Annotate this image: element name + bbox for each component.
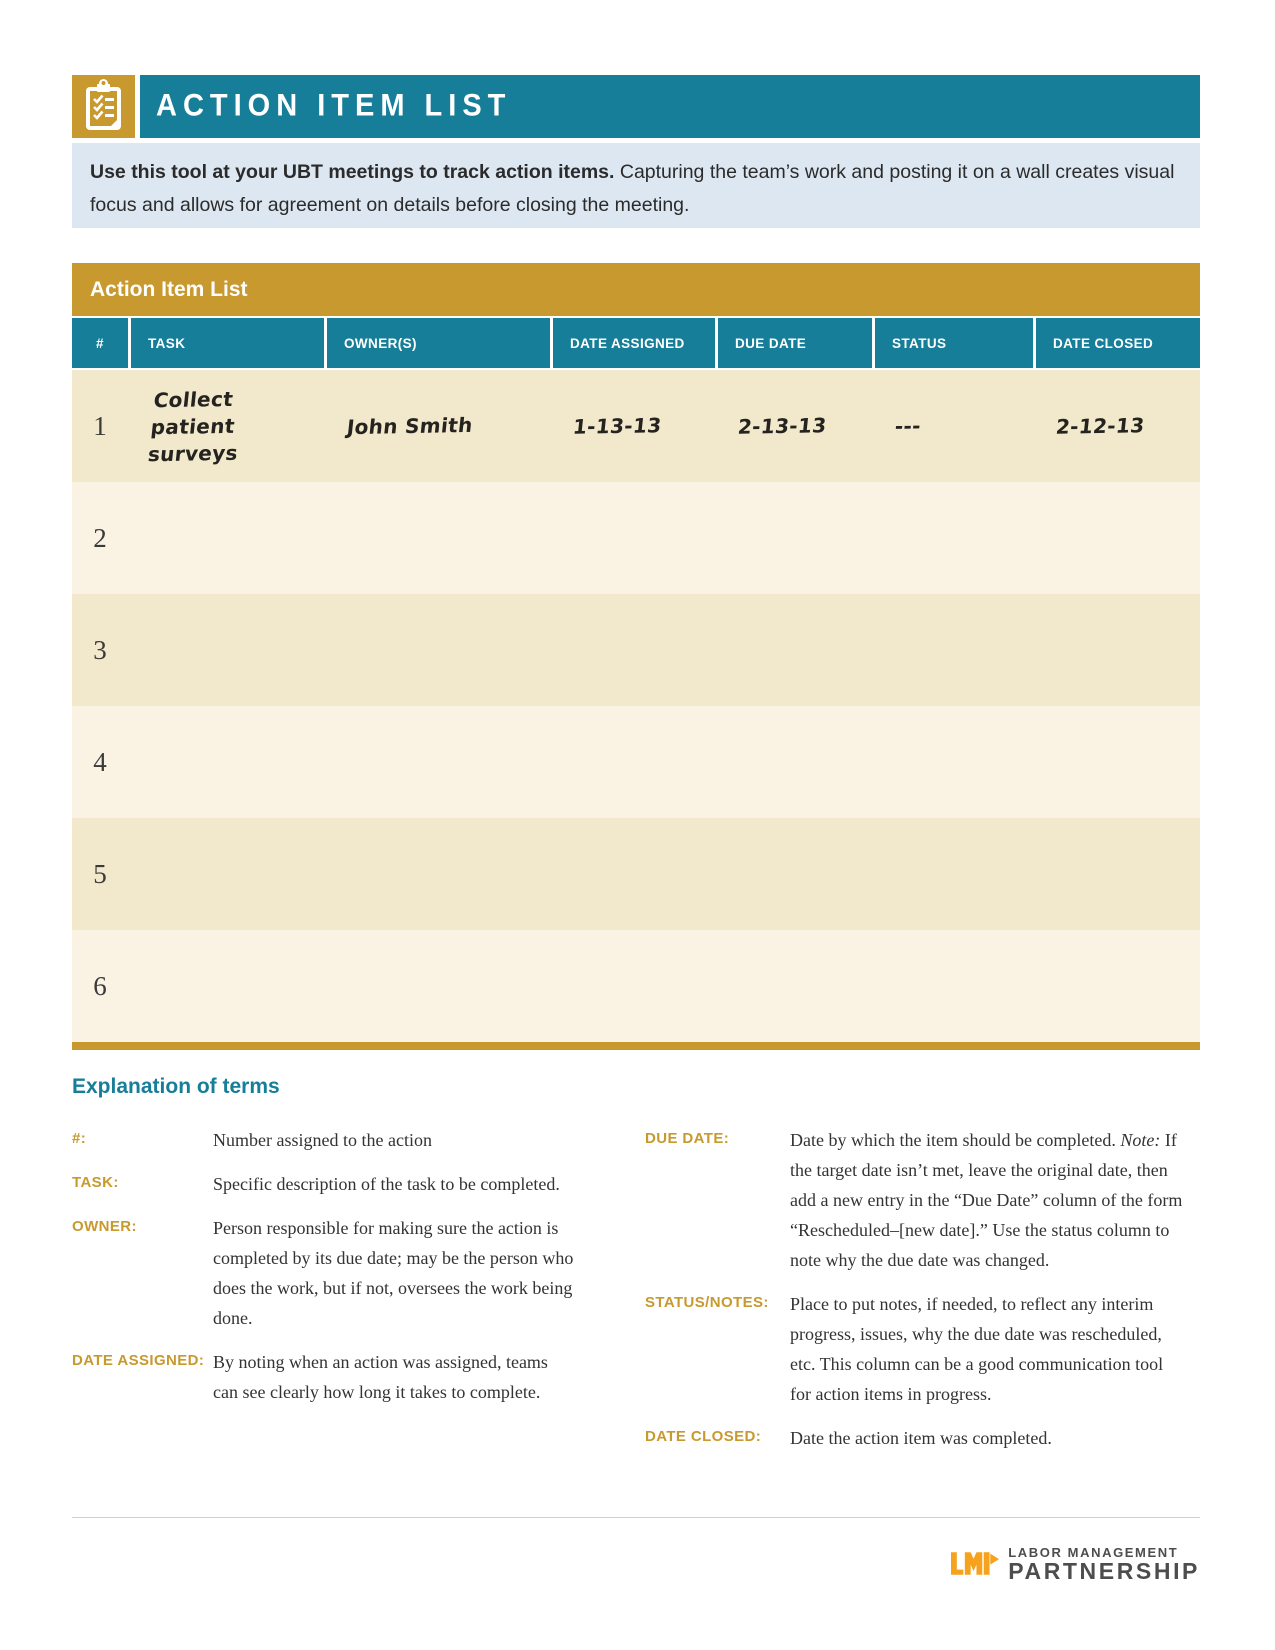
date-closed-cell: [1036, 482, 1200, 594]
date-assigned-cell: [553, 370, 715, 482]
due-date-cell: [718, 706, 872, 818]
note-label: Note:: [1120, 1130, 1161, 1150]
intro-box: [72, 143, 1200, 228]
status-cell: [875, 706, 1033, 818]
date-closed-cell: [1036, 594, 1200, 706]
term-label: OWNER:: [72, 1218, 137, 1235]
col-header-date-assigned: DATE ASSIGNED: [553, 318, 715, 368]
due-date-cell: [718, 930, 872, 1042]
status-cell: [875, 482, 1033, 594]
row-number: 2: [93, 522, 107, 553]
term-definition: Number assigned to the action: [213, 1130, 432, 1150]
date-assigned-cell: [553, 482, 715, 594]
due-date-value: 2-13-13: [736, 412, 828, 439]
row-number: 5: [93, 858, 107, 889]
date-closed-cell: [1036, 706, 1200, 818]
term-label: DATE ASSIGNED:: [72, 1352, 205, 1369]
table-header-row: [72, 318, 1200, 368]
task-cell: [131, 930, 324, 1042]
owner-cell: [327, 482, 550, 594]
task-cell: [131, 482, 324, 594]
table-row: [72, 818, 1200, 930]
term-item-due-date: [645, 1125, 1200, 1275]
term-item-number: [72, 1125, 583, 1155]
table-row: [72, 706, 1200, 818]
date-assigned-cell: [553, 594, 715, 706]
task-cell: [131, 370, 324, 482]
due-date-cell: [718, 482, 872, 594]
table-row: [72, 594, 1200, 706]
date-assigned-value: 1-13-13: [571, 412, 663, 439]
task-value: Collect patient surveys: [146, 386, 240, 466]
status-cell: [875, 370, 1033, 482]
explanation-left-column: [72, 1125, 583, 1467]
term-label: #:: [72, 1130, 87, 1147]
owner-cell: [327, 370, 550, 482]
status-cell: [875, 930, 1033, 1042]
action-item-table: [72, 263, 1200, 1050]
term-label: DATE CLOSED:: [645, 1428, 762, 1445]
owner-cell: [327, 594, 550, 706]
term-definition: By noting when an action was assigned, teams can see clearly how long it takes to complete.: [213, 1352, 548, 1402]
term-item-owner: [72, 1213, 583, 1333]
table-row: [72, 930, 1200, 1042]
term-item-status-notes: [645, 1289, 1200, 1409]
owner-value: John Smith: [345, 412, 474, 439]
term-label: STATUS/NOTES:: [645, 1294, 769, 1311]
col-header-number: #: [72, 318, 128, 368]
due-date-cell: [718, 818, 872, 930]
table-row: [72, 370, 1200, 482]
table-title: Action Item List: [90, 277, 248, 301]
date-closed-cell: [1036, 818, 1200, 930]
term-item-date-closed: [645, 1423, 1200, 1453]
date-assigned-cell: [553, 818, 715, 930]
page-header: [72, 75, 1200, 138]
term-item-task: [72, 1169, 583, 1199]
clipboard-checklist-icon: [72, 75, 135, 138]
row-number: 3: [93, 634, 107, 665]
logo-labor-management: LABOR MANAGEMENT: [1008, 1545, 1179, 1560]
owner-cell: [327, 706, 550, 818]
task-cell: [131, 818, 324, 930]
term-definition: Specific description of the task to be completed.: [213, 1174, 560, 1194]
owner-cell: [327, 930, 550, 1042]
logo-partnership: PARTNERSHIP: [1008, 1558, 1200, 1584]
status-value: ---: [893, 413, 923, 438]
explanation-heading: Explanation of terms: [72, 1075, 280, 1098]
intro-bold-lead: Use this tool at your UBT meetings to track action items.: [90, 161, 615, 183]
term-item-date-assigned: [72, 1347, 583, 1407]
col-header-owners: OWNER(S): [327, 318, 550, 368]
due-date-text: Date by which the item should be completed.: [790, 1130, 1121, 1150]
intro-rest: Capturing the team’s work and posting it on a wall creates visual focus and allows for agreement on details before closing the meeting.: [90, 161, 1175, 216]
col-header-due-date: DUE DATE: [718, 318, 872, 368]
date-closed-cell: [1036, 370, 1200, 482]
due-date-cell: [718, 594, 872, 706]
table-row: [72, 482, 1200, 594]
term-definition: Place to put notes, if needed, to reflect any interim progress, issues, why the due date was rescheduled, etc. This column can be a good communication tool for action items in progress.: [790, 1294, 1164, 1404]
term-label: DUE DATE:: [645, 1130, 730, 1147]
page-title: ACTION ITEM LIST: [156, 88, 512, 124]
date-closed-value: 2-12-13: [1054, 412, 1146, 439]
lmp-logo: [72, 1546, 1200, 1582]
status-cell: [875, 818, 1033, 930]
explanation-of-terms: [72, 1075, 1200, 1467]
lmp-logo-mark: [951, 1547, 999, 1580]
page-footer: [72, 1517, 1200, 1582]
col-header-date-closed: DATE CLOSED: [1036, 318, 1200, 368]
due-date-note-text: If the target date isn’t met, leave the original date, then add a new entry in the “Due Date” column of the form “Rescheduled–[new date].” Use the status column to note why the due date was changed.: [790, 1130, 1183, 1270]
col-header-task: TASK: [131, 318, 324, 368]
intro-text: [90, 161, 1174, 216]
table-bottom-rule: [72, 1042, 1200, 1050]
col-header-status: STATUS: [875, 318, 1033, 368]
term-definition: Date the action item was completed.: [790, 1428, 1052, 1448]
owner-cell: [327, 818, 550, 930]
table-title-bar: [72, 263, 1200, 316]
row-number: 1: [93, 410, 107, 441]
term-definition: Person responsible for making sure the action is completed by its due date; may be the person who does the work, but if not, oversees the work being done.: [213, 1218, 574, 1328]
explanation-right-column: [645, 1125, 1200, 1467]
date-closed-cell: [1036, 930, 1200, 1042]
row-number: 6: [93, 970, 107, 1001]
date-assigned-cell: [553, 706, 715, 818]
term-label: TASK:: [72, 1174, 119, 1191]
title-banner: [140, 75, 1200, 138]
lmp-logo-text: [1008, 1546, 1200, 1582]
term-definition: [790, 1125, 1188, 1275]
task-cell: [131, 706, 324, 818]
row-number: 4: [93, 746, 107, 777]
task-cell: [131, 594, 324, 706]
due-date-cell: [718, 370, 872, 482]
status-cell: [875, 594, 1033, 706]
date-assigned-cell: [553, 930, 715, 1042]
